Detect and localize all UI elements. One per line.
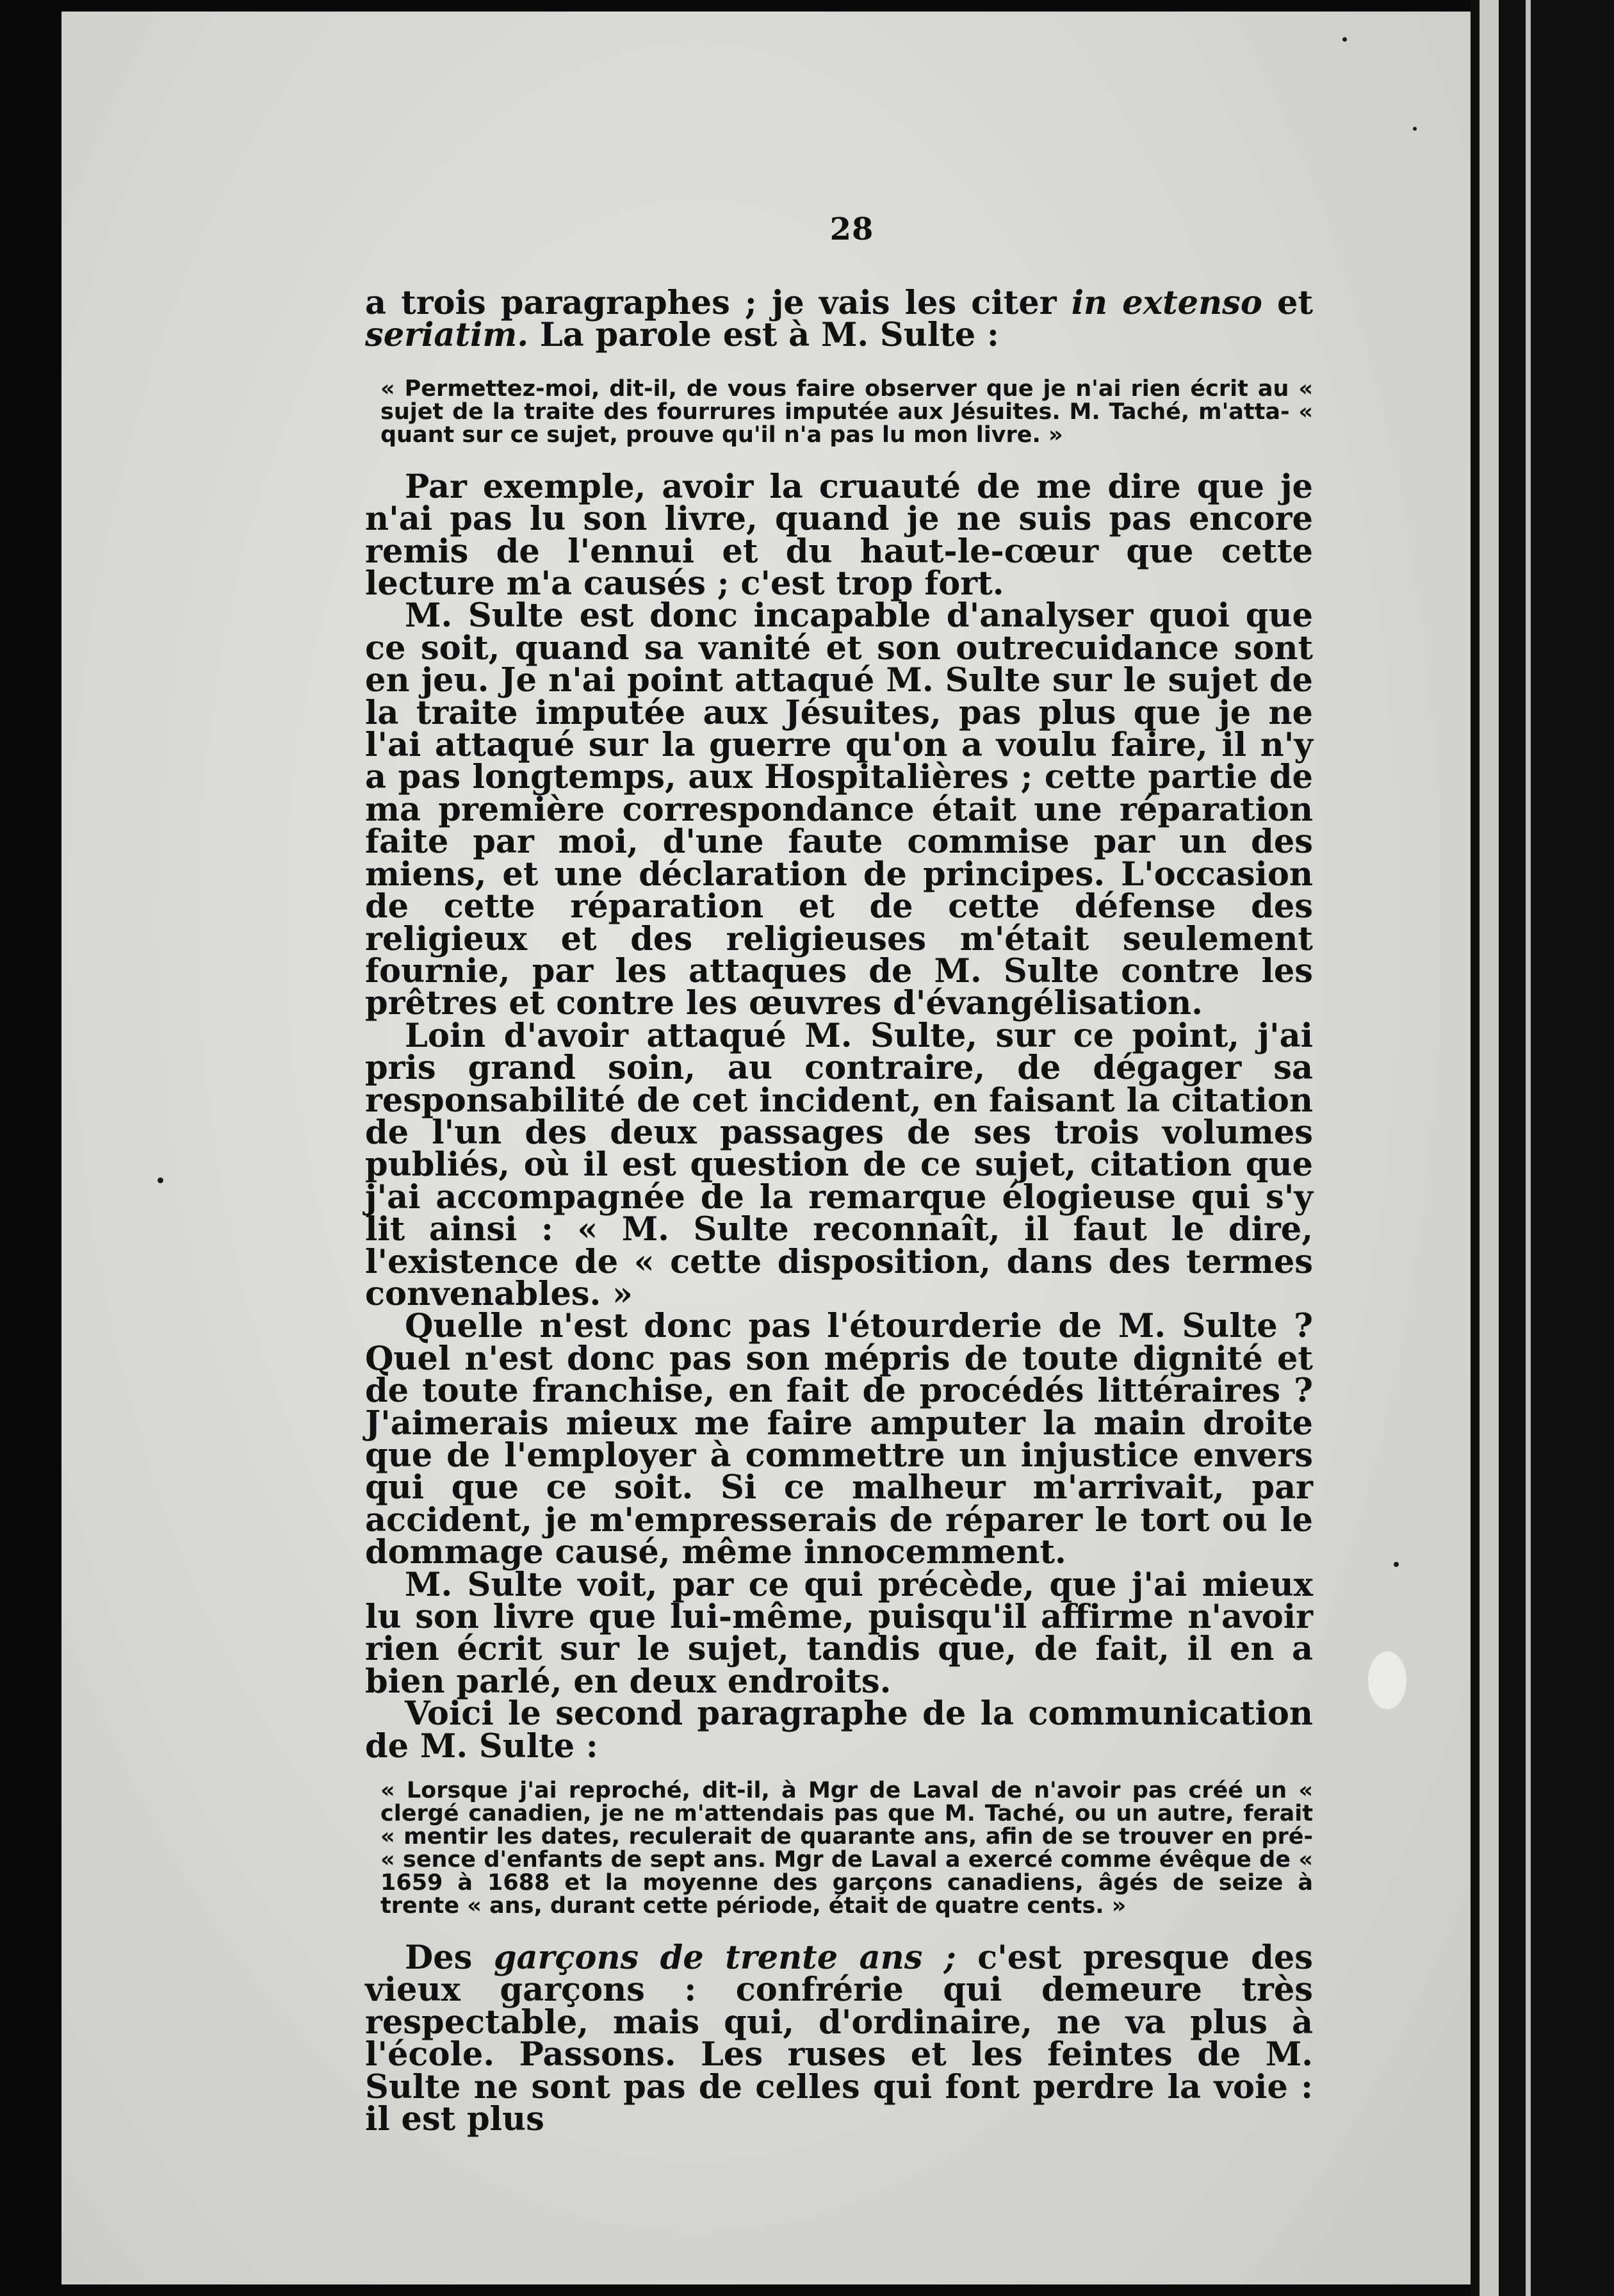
page-number: 28 (829, 211, 874, 247)
paragraph-4: Loin d'avoir attaqué M. Sulte, sur ce point, j'ai pris grand soin, au contraire, de dégager sa responsabilité de cet incident, en faisant la citation de l'un des deux passages de ses trois volumes publiés, où il est question de ce sujet, citation que j'ai accompagnée de la remarque élogieuse qui s'y lit ainsi : « M. Sulte reconnaît, il faut le dire, l'existence de « cette disposition, dans des termes convenables. » (365, 1016, 1313, 1313)
block-quote-2: « Lorsque j'ai reproché, dit-il, à Mgr de Laval de n'avoir pas créé un « clergé canadien, je ne m'attendais pas que M. Taché, ou un autre, ferait « mentir les dates, reculerait de quarante ans, afin de se trouver en pré- « sence d'enfants de sept ans. Mgr de Laval a exercé comme évêque de « 1659 à 1688 et la moyenne des garçons canadiens, âgés de seize à trente « ans, durant cette période, était de quatre cents. » (380, 1778, 1313, 1919)
paragraph-8-continuation: c'est presque des vieux garçons : confrérie qui demeure très respectable, mais qui, d'ordinaire, ne va plus à l'école. Passons. Les ruses et les feintes de M. Sulte ne sont pas de celles qui font perdre la voie : il est plus (365, 1939, 1313, 2139)
paragraph-2: Par exemple, avoir la cruauté de me dire que je n'ai pas lu son livre, quand je ne suis pas encore remis de l'ennui et du haut-le-cœur que cette lecture m'a causés ; c'est trop fort. (365, 467, 1313, 603)
italic-garcons: garçons de trente ans ; (493, 1939, 956, 1978)
paragraph-6: M. Sulte voit, par ce qui précède, que j'ai mieux lu son livre que lui-même, puisqu'il affirme n'avoir rien écrit sur le sujet, tandis que, de fait, il en a bien parlé, en deux endroits. (365, 1565, 1313, 1701)
italic-seriatim: seriatim. (365, 316, 529, 355)
paragraph-5: Quelle n'est donc pas l'étourderie de M. Sulte ? Quel n'est donc pas son mépris de toute dignité et de toute franchise, en fait de procédés littéraires ? J'aimerais mieux me faire amputer la main droite que de l'employer à commettre un injustice envers qui que ce soit. Si ce malheur m'arrivait, par accident, je m'empresserais de réparer le tort ou le dommage causé, même innocemment. (365, 1307, 1313, 1572)
page-edge-strip (1479, 0, 1499, 2296)
paper-speck (1394, 1562, 1399, 1567)
block-quote-1: « Permettez-moi, dit-il, de vous faire observer que je n'ai rien écrit au « sujet de la traite des fourrures imputée aux Jésuites. M. Taché, m'atta- « quant sur ce sujet, prouve qu'il n'a pas lu mon livre. » (380, 375, 1313, 448)
page-edge-rule (1526, 0, 1531, 2296)
paragraph-3: M. Sulte est donc incapable d'analyser quoi que ce soit, quand sa vanité et son outrecuidance sont en jeu. Je n'ai point attaqué M. Sulte sur le sujet de la traite imputée aux Jésuites, pas plus que je ne l'ai attaqué sur la guerre qu'on a voulu faire, il n'y a pas longtemps, aux Hospitalières ; cette partie de ma première correspondance était une réparation faite par moi, d'une faute commise par un des miens, et une déclaration de principes. L'occasion de cette réparation et de cette défense des religieux et des religieuses m'était seulement fournie, par les attaques de M. Sulte contre les prêtres et contre les œuvres d'évangélisation. (365, 596, 1313, 1023)
adjacent-page-edge (1471, 0, 1614, 2296)
paper-speck (1413, 127, 1417, 131)
paragraph-8 (365, 1939, 1313, 2139)
paragraph-7: Voici le second paragraphe de la communication de M. Sulte : (365, 1694, 1313, 1766)
paper-stain (1368, 1652, 1406, 1709)
paragraph-1-conjunction: et (1262, 284, 1313, 322)
paragraph-8-text: Des (405, 1939, 494, 1978)
paper-speck (158, 1177, 163, 1183)
paper-speck (1342, 37, 1347, 42)
paragraph-1-text: a trois paragraphes ; je vais les citer (365, 284, 1072, 322)
paragraph-1 (365, 284, 1313, 355)
italic-in-extenso: in extenso (1071, 284, 1262, 322)
page-text (365, 211, 1313, 2139)
paragraph-1-ending: La parole est à M. Sulte : (528, 316, 999, 355)
